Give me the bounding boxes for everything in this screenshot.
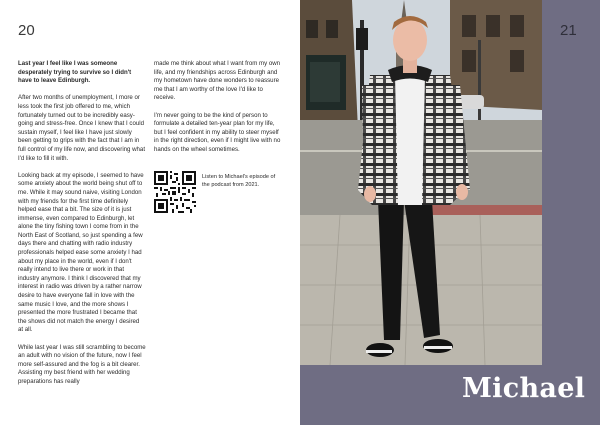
body-paragraph: Looking back at my episode, I seemed to have some anxiety about the world being shut off to me. While it may sound naive, visiting London with my friends for the first time definitely helped ease that a bit. The size of it is just immense, even compared to Edinburgh, let alone the tiny fishing town I come from in the North East of Scotland, so just spending a few days there and chatting with radio industry professionals helped ease some anxiety I had about my place in the world, even if I don't really intend to live there or work in that industry anymore. I think I discovered that my interest in radio was driven by a rather narrow desire to have everyone fall in love with the same music I love, and the more shows I presented the more frustrated I became that the shows did not match the energy I desired at all.	[18, 171, 144, 334]
body-paragraph: While last year I was still scrambling to become an adult with no vision of the future, now I feel more self-assured and the fog is a bit clearer. Assisting my best friend with her wedding preparations has really	[18, 343, 146, 385]
page-number-right: 21	[560, 22, 577, 39]
profile-name: Michael	[462, 373, 586, 404]
body-paragraph: I'm never going to be the kind of person to formulate a detailed ten-year plan for my life, but I feel confident in my ability to steer myself in the right direction, even if I might live with no hands on the wheel sometimes.	[154, 111, 281, 153]
text-column-1	[18, 60, 146, 395]
body-paragraph: After two months of unemployment, I more or less took the first job offered to me, which fortunately turned out to be incredibly easy-going and stress-free. Once I knew that I could sustain myself, I feel like I have just slowly been getting to grips with the fact that I am in full control of my life now, and discovering what I'd like to fill it with.	[18, 94, 146, 162]
qr-code-icon[interactable]	[154, 171, 196, 213]
podcast-qr-block[interactable]	[154, 171, 284, 215]
body-paragraph: made me think about what I want from my own life, and my friendships across Edinburgh and my hometown have done wonders to reassure me that I am worthy of the love I'd like to receive.	[154, 60, 280, 102]
qr-caption: Listen to Michael's episode of the podcast from 2021.	[202, 174, 276, 188]
portrait-illustration	[300, 0, 542, 365]
text-column-2	[154, 60, 284, 163]
lead-paragraph: Last year I feel like I was someone desperately trying to survive so I didn't have to leave Edinburgh.	[18, 60, 132, 85]
portrait-photo	[300, 0, 542, 365]
page-number-left: 20	[18, 22, 35, 39]
